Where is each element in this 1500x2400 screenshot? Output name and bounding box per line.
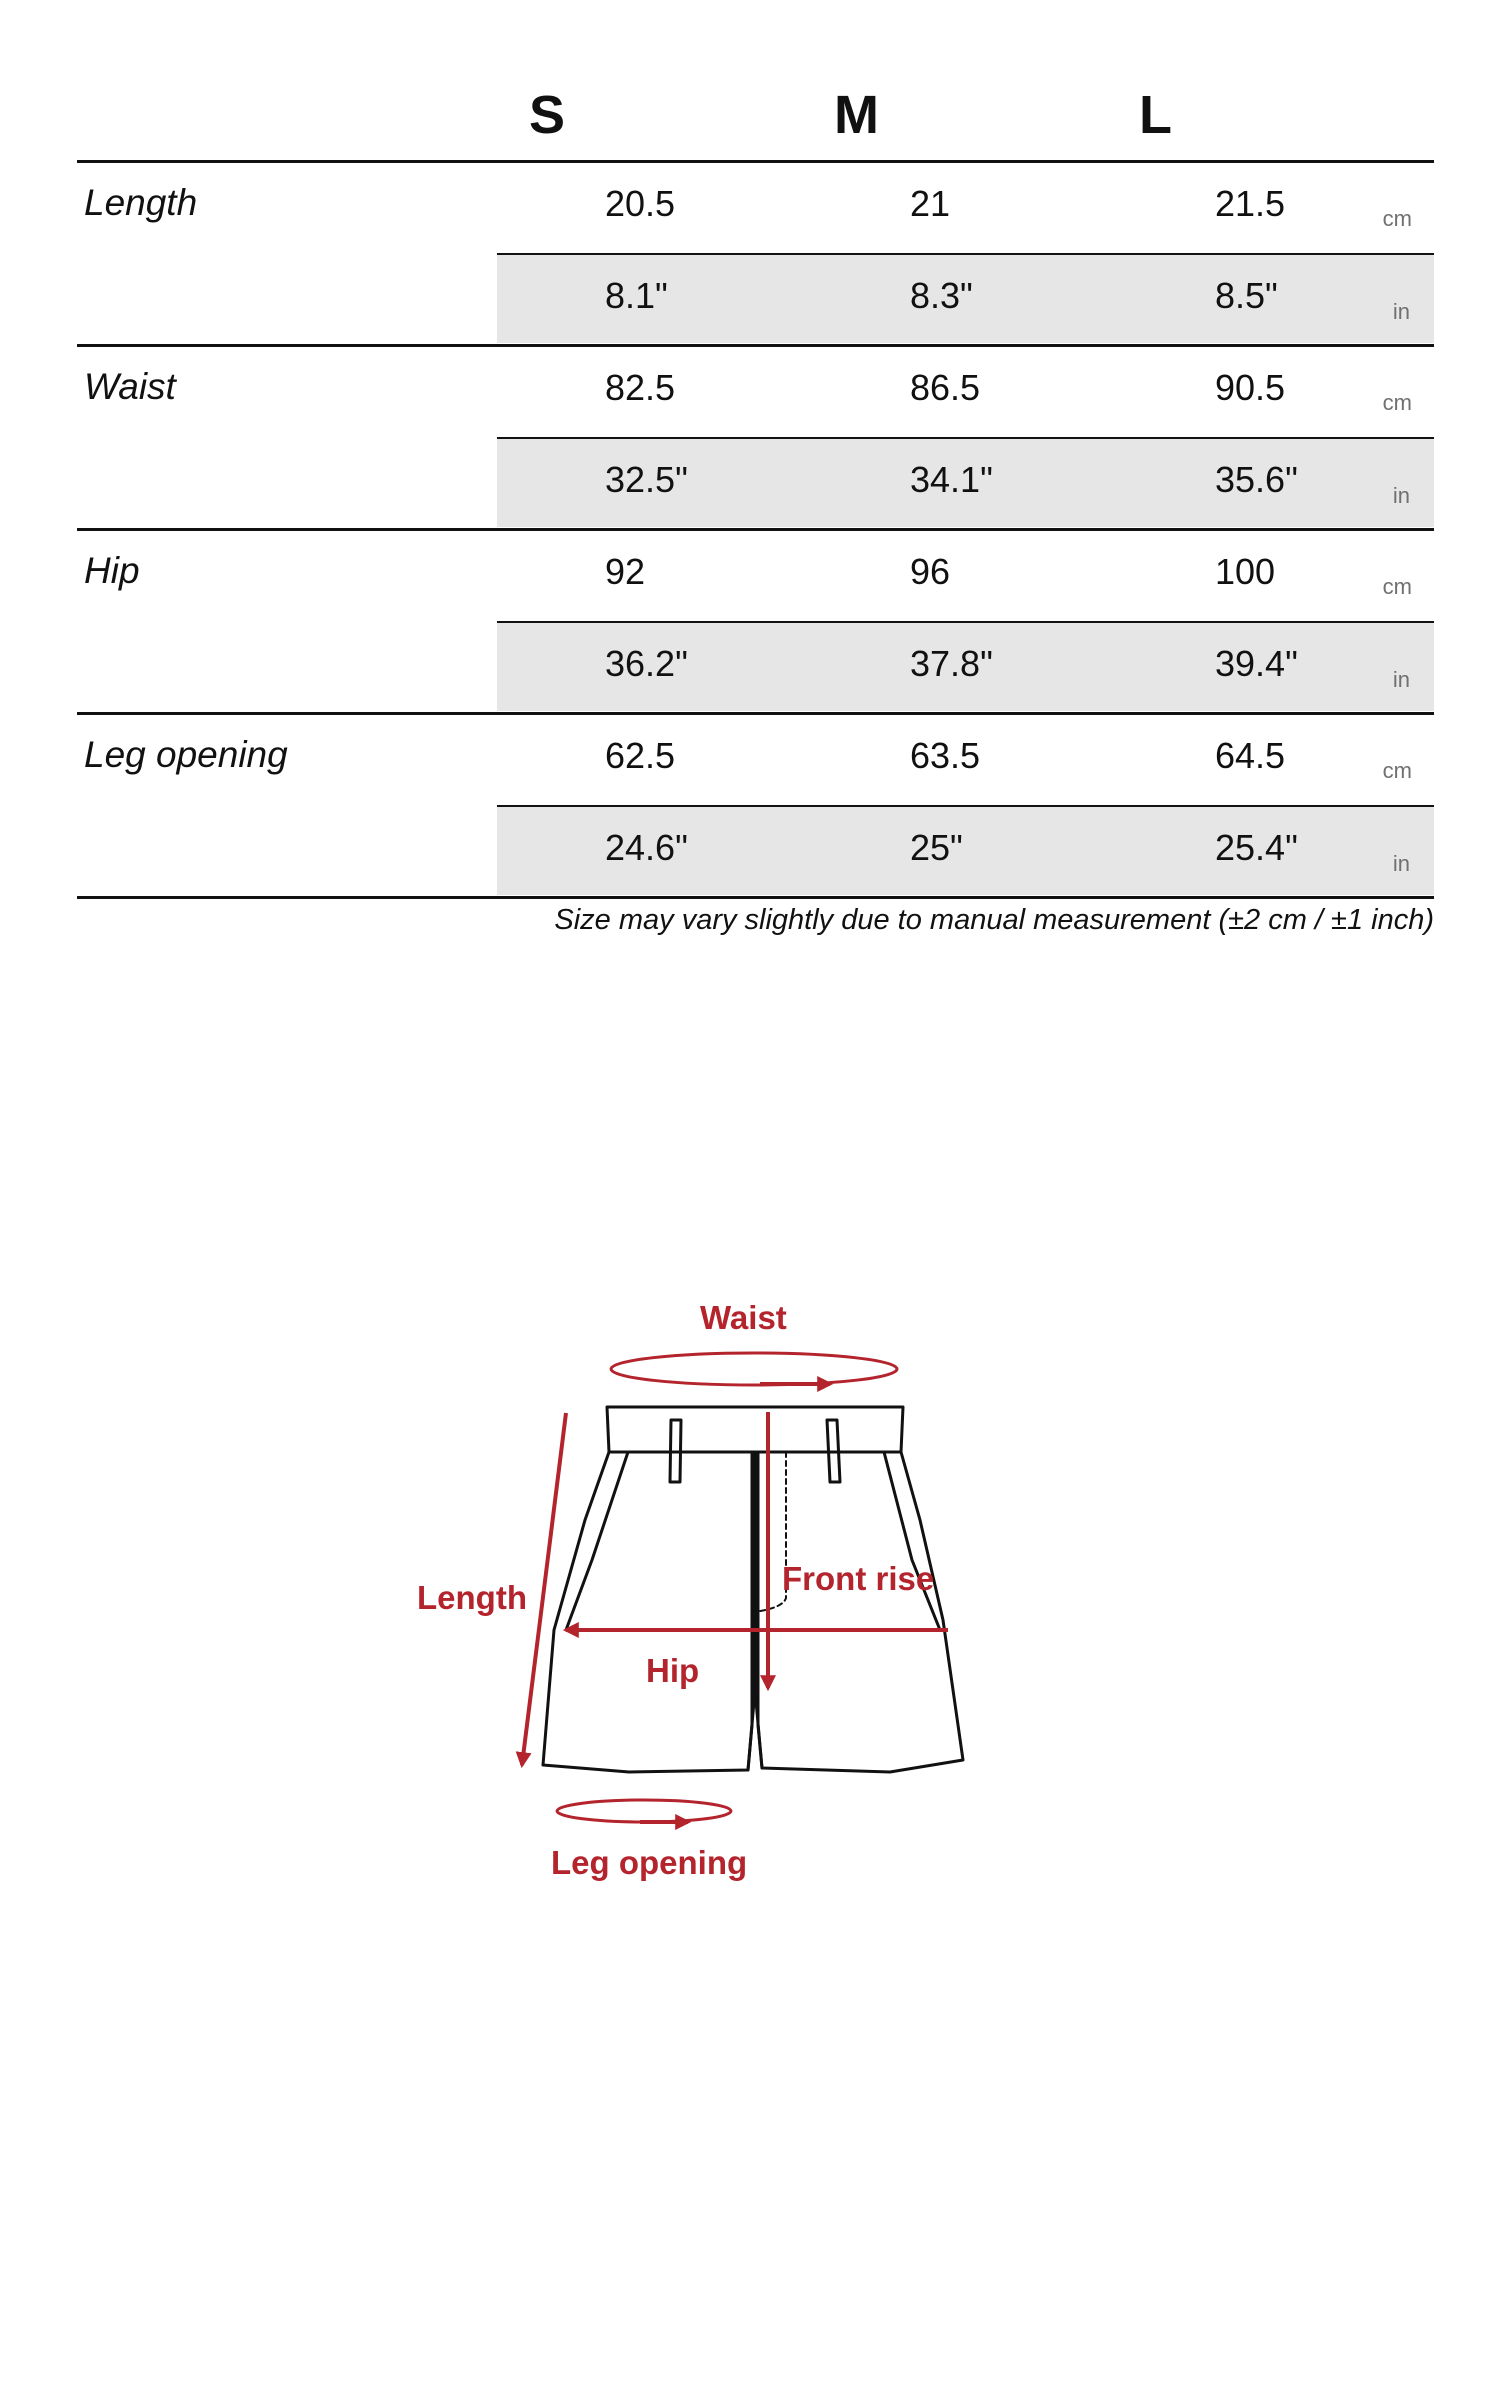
measurement-label: Hip: [84, 550, 140, 591]
unit-cm: cm: [1382, 758, 1412, 783]
unit-cm: cm: [1382, 574, 1412, 599]
right-pocket: [884, 1452, 940, 1630]
unit-in: in: [1392, 851, 1410, 876]
value-s-cm: 92: [605, 551, 646, 592]
measurement-label: Length: [84, 182, 198, 223]
value-s-in: 8.1": [605, 275, 668, 316]
value-m-in: 25": [910, 827, 963, 868]
value-l-in: 8.5": [1215, 275, 1278, 316]
value-l-cm: 21.5: [1215, 183, 1286, 224]
measurement-label: Waist: [84, 366, 176, 407]
value-l-cm: 90.5: [1215, 367, 1286, 408]
left-leg-outline: [543, 1452, 752, 1772]
value-m-cm: 63.5: [910, 735, 981, 776]
hip-label: Hip: [646, 1652, 700, 1689]
value-s-cm: 20.5: [605, 183, 676, 224]
size-header-l: L: [1139, 85, 1172, 145]
unit-in: in: [1392, 299, 1410, 324]
length-label: Length: [417, 1579, 527, 1616]
value-m-in: 8.3": [910, 275, 973, 316]
unit-cm: cm: [1382, 206, 1412, 231]
measurement-note: Size may vary slightly due to manual measurement (±2 cm / ±1 inch): [554, 904, 1434, 936]
waist-measure: [611, 1353, 897, 1385]
value-l-in: 39.4": [1215, 643, 1298, 684]
value-l-in: 35.6": [1215, 459, 1298, 500]
crotch-line: [748, 1690, 762, 1770]
value-s-cm: 62.5: [605, 735, 676, 776]
leg-opening-label: Leg opening: [551, 1844, 748, 1881]
leg-opening-measure: [557, 1800, 731, 1822]
value-s-in: 32.5": [605, 459, 688, 500]
waistband: [607, 1407, 903, 1452]
value-s-in: 36.2": [605, 643, 688, 684]
measurement-label: Leg opening: [84, 734, 288, 775]
length-arrow: [522, 1413, 566, 1765]
size-header-s: S: [529, 85, 566, 145]
unit-in: in: [1392, 483, 1410, 508]
value-m-cm: 86.5: [910, 367, 981, 408]
value-m-in: 34.1": [910, 459, 993, 500]
value-m-cm: 21: [910, 183, 951, 224]
value-s-cm: 82.5: [605, 367, 676, 408]
value-m-cm: 96: [910, 551, 951, 592]
value-l-cm: 100: [1215, 551, 1276, 592]
unit-in: in: [1392, 667, 1410, 692]
left-pocket: [566, 1452, 628, 1630]
value-l-in: 25.4": [1215, 827, 1298, 868]
waist-label: Waist: [700, 1299, 787, 1336]
unit-cm: cm: [1382, 390, 1412, 415]
size-header-m: M: [834, 85, 879, 145]
value-m-in: 37.8": [910, 643, 993, 684]
front-rise-label: Front rise: [782, 1560, 935, 1597]
value-l-cm: 64.5: [1215, 735, 1286, 776]
value-s-in: 24.6": [605, 827, 688, 868]
